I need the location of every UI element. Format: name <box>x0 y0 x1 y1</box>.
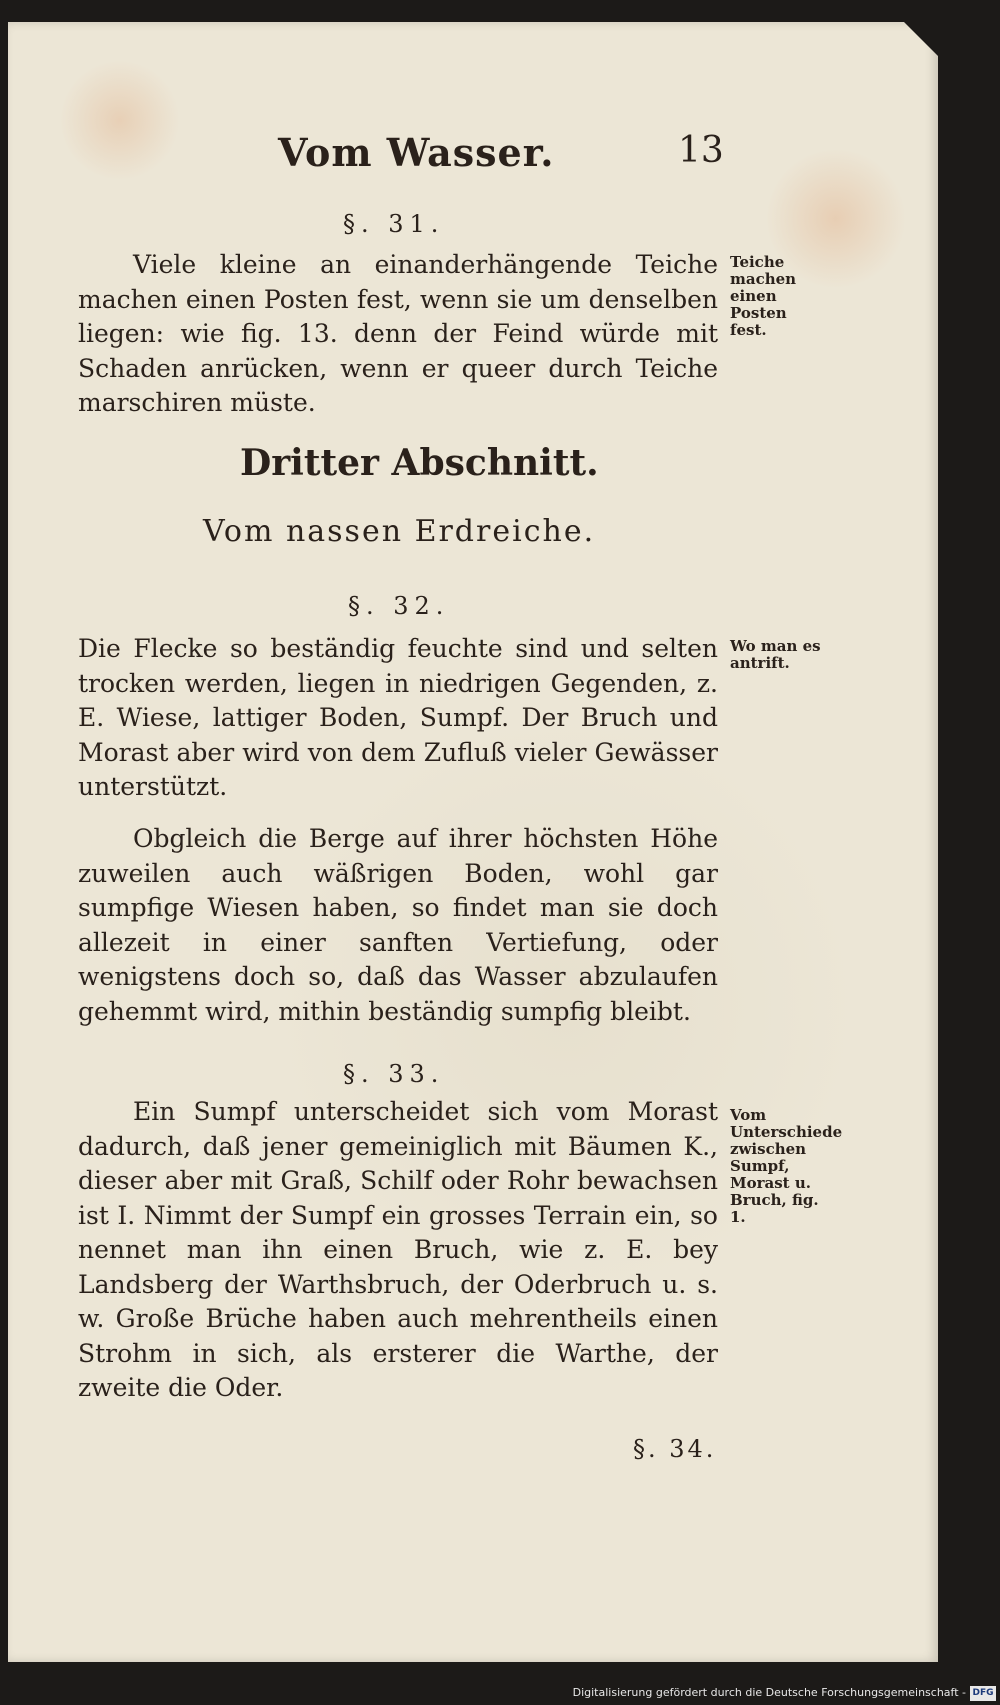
section-number-33: §. 33. <box>343 1060 445 1088</box>
section-31-paragraph: Viele kleine an einanderhängende Teiche machen einen Posten fest, wenn sie um denselben liegen: wie fig. 13. denn der Feind würde mit Schaden anrücken, wenn er queer durch Teiche marschiren müste. <box>78 250 718 417</box>
section-33-paragraph: Ein Sumpf unterscheidet sich vom Morast dadurch, daß jener gemeiniglich mit Bäumen K., dieser aber mit Graß, Schilf oder Rohr bewachsen ist I. Nimmt der Sumpf ein grosses Terrain ein, so nennet man ihn einen Bruch, wie z. E. bey Landsberg der Warthsbruch, der Oderbruch u. s. w. Große Brüche haben auch mehrentheils einen Strohm in sich, als ersterer die Warthe, der zweite die Oder. <box>78 1097 718 1402</box>
marginal-note-33: Vom Unterschiede zwischen Sumpf, Morast u. Bruch, fig. 1. <box>730 1106 843 1226</box>
section-number-32: §. 32. <box>348 592 450 620</box>
chapter-title: Dritter Abschnitt. <box>240 442 599 484</box>
chapter-subtitle: Vom nassen Erdreiche. <box>203 514 596 549</box>
folded-corner <box>904 22 938 56</box>
running-title: Vom Wasser. <box>278 130 555 175</box>
footer-bar <box>0 1684 1000 1705</box>
section-number-31: §. 31. <box>343 210 445 238</box>
section-32-paragraph-2: Obgleich die Berge auf ihrer höchsten Höhe zuweilen auch wäßrigen Boden, wohl gar sumpfige Wiesen haben, so findet man sie doch allezeit in einer sanften Vertiefung, oder wenigstens doch so, daß das Wasser abzulaufen gehemmt wird, mithin beständig sumpfig bleibt. <box>78 824 718 1026</box>
section-32-paragraph-1: Die Flecke so beständig feuchte sind und selten trocken werden, liegen in niedrigen Gegenden, z. E. Wiese, lattiger Boden, Sumpf. Der Bruch und Morast aber wird von dem Zufluß vieler Gewässer unterstützt. <box>78 634 718 801</box>
page-number: 13 <box>678 130 724 171</box>
marginal-note-32: Wo man es antrift. <box>730 637 821 672</box>
marginal-note-31: Teiche machen einen Posten fest. <box>730 253 797 339</box>
book-page <box>8 22 938 1662</box>
catchword: §. 34. <box>633 1435 717 1463</box>
dfg-logo: DFG <box>970 1686 996 1701</box>
digitization-credit: Digitalisierung gefördert durch die Deutsche Forschungsgemeinschaft - <box>572 1686 966 1699</box>
